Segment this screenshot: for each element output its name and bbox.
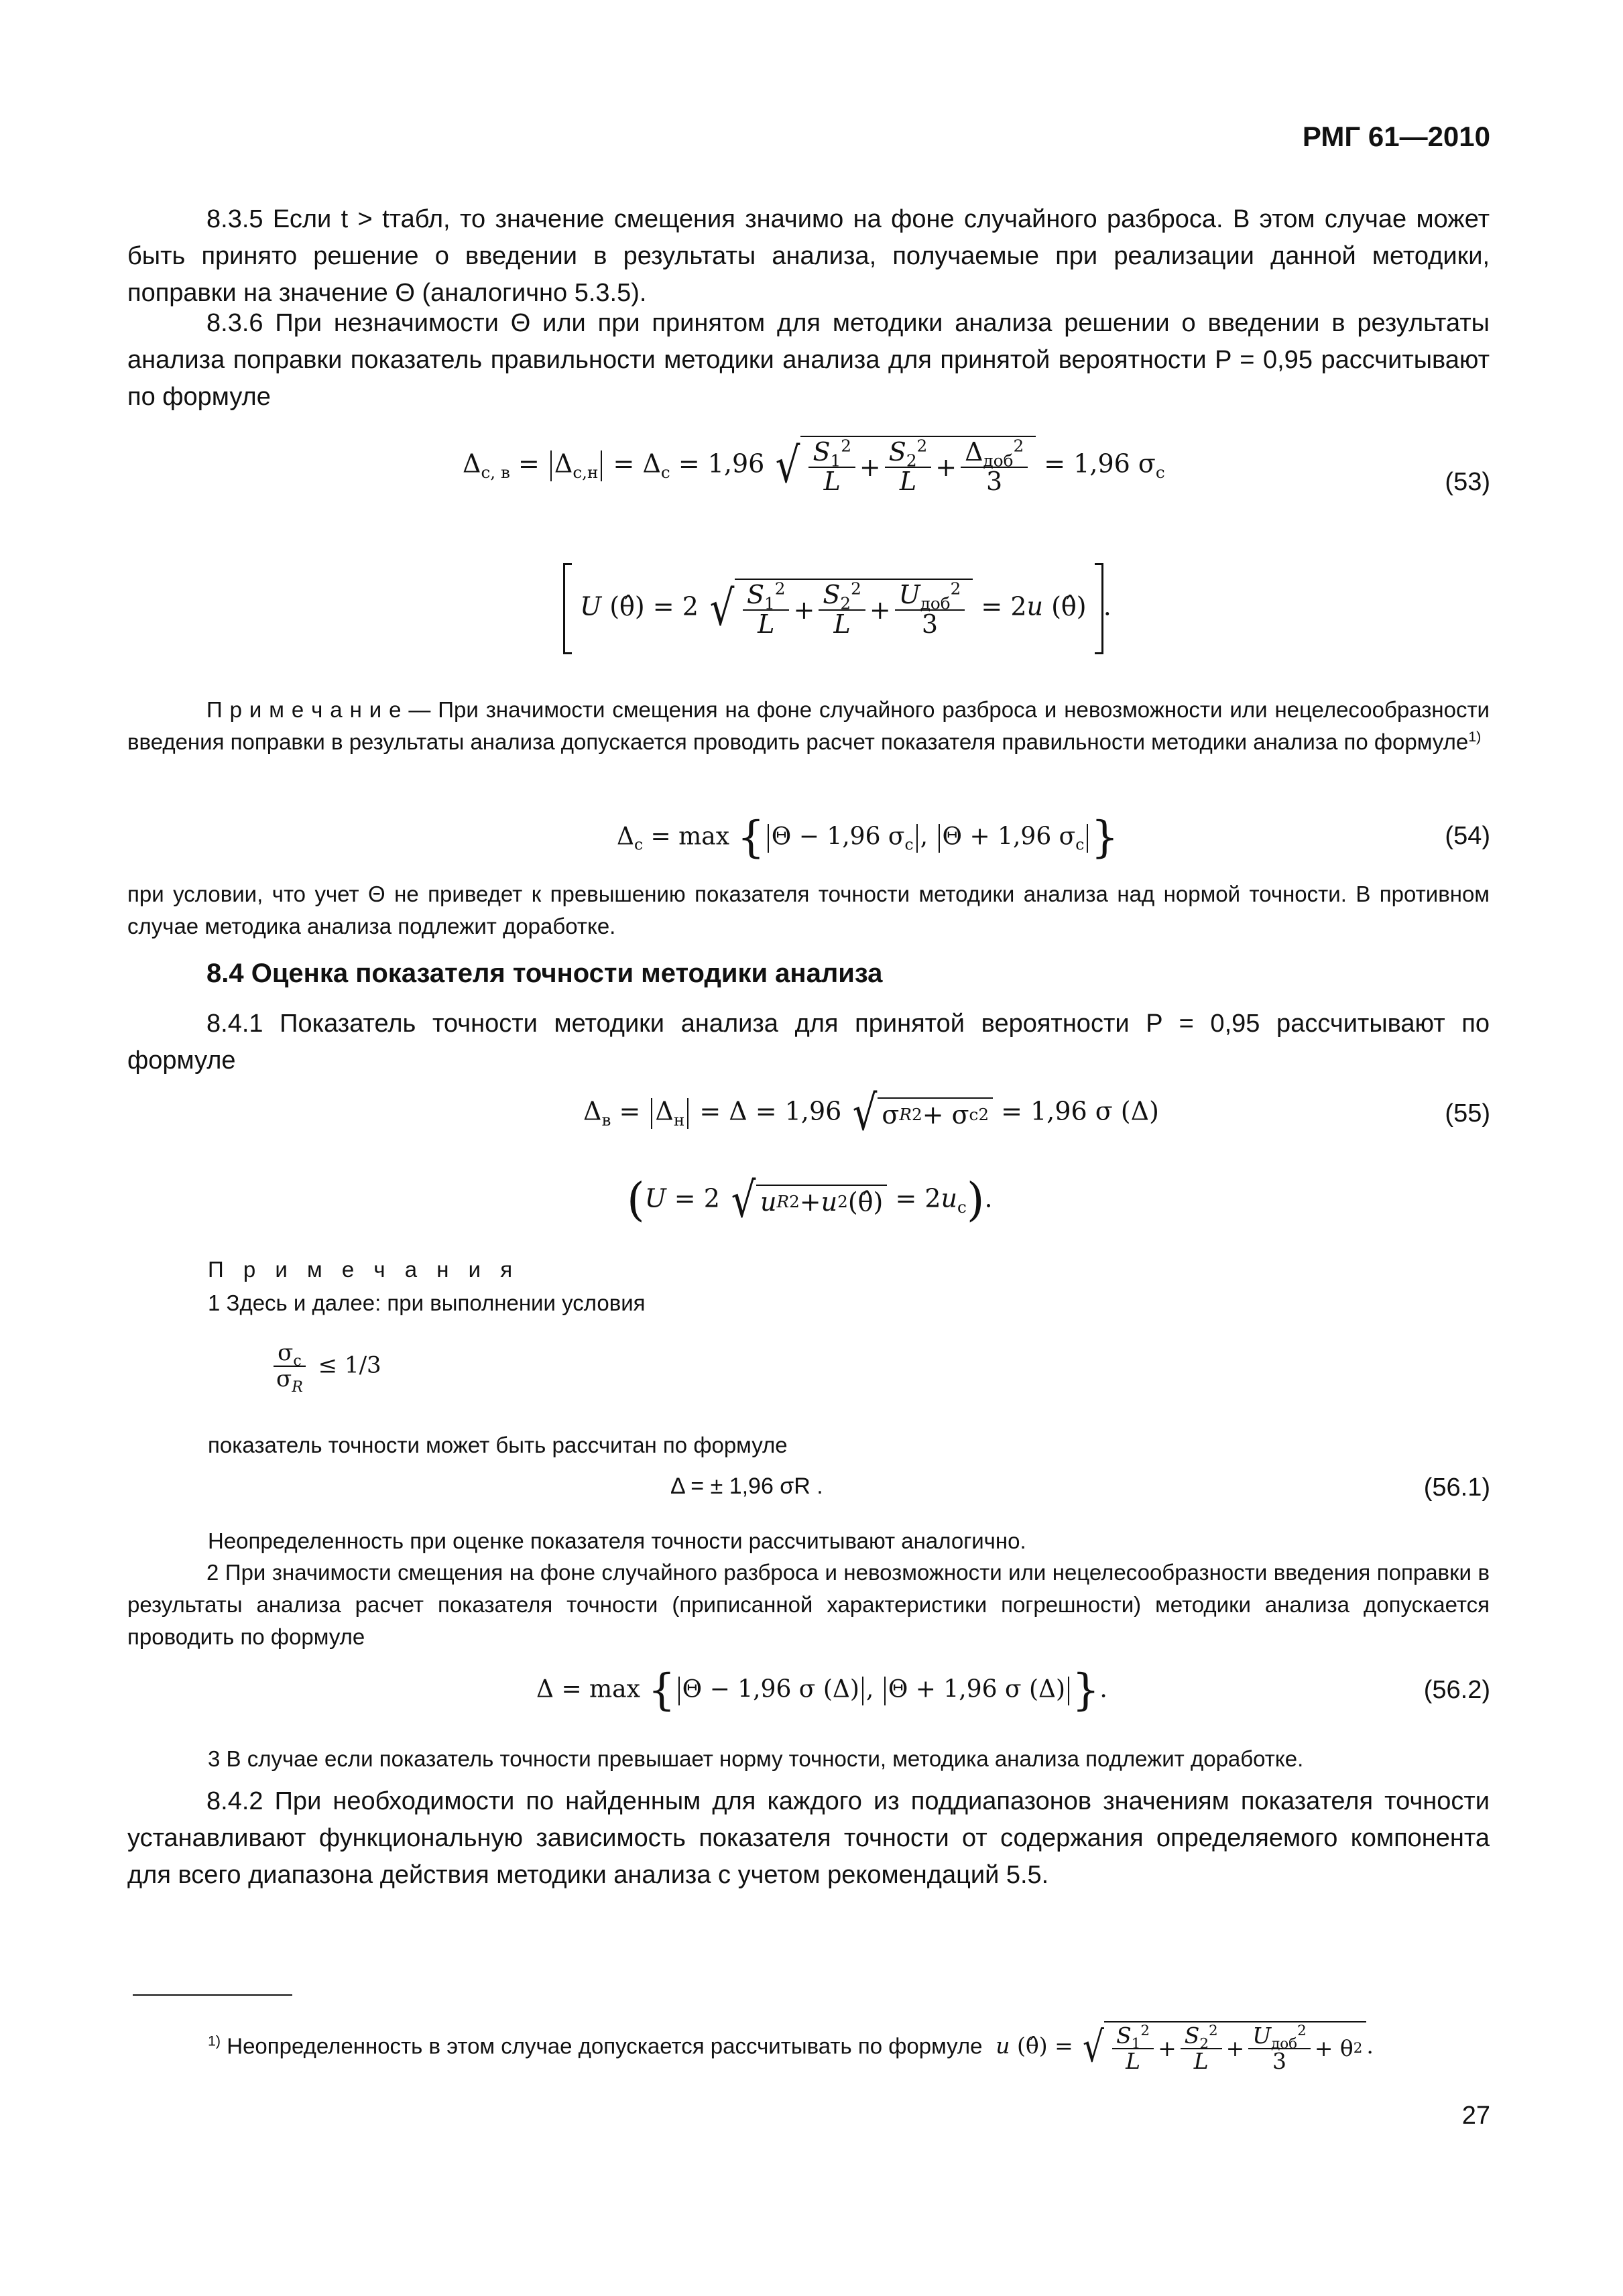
note-2: 2 При значимости смещения на фоне случайного разброса и невозможности или нецелесообразности введения поправки в результаты анализа расчет показателя точности (приписанной характеристики погрешности) методики анализа допускается проводить по формуле xyxy=(127,1560,1490,1649)
section-8-4-heading: 8.4 Оценка показателя точности методики анализа xyxy=(206,959,883,988)
formula-56-1: Δ = ± 1,96 σR . xyxy=(670,1473,823,1499)
note-1-continued: показатель точности может быть рассчитан по формуле xyxy=(208,1433,788,1457)
paragraph-condition: при условии, что учет Θ не приведет к превышению показателя точности методики анализа над нормой точности. В противном случае методика анализа подлежит доработке. xyxy=(127,882,1490,939)
paragraph-8-4-1: 8.4.1 Показатель точности методики анализа для принятой вероятности P = 0,95 рассчитывают по формуле xyxy=(127,1010,1490,1075)
page-number: 27 xyxy=(1461,2102,1490,2130)
footnote-formula: u (θ̂) = √ $\frac{S_1^2}{L}$ + $\frac{S_2^2}{L}$ + $\frac{U_{доб}^2}{3}$ + θ 2 . xyxy=(996,2022,1374,2075)
formula-55: $\Delta_в = \Delta_н = \Delta = 1,96$ √ σ R 2 + σ с 2 = 1,96 σ (Δ) xyxy=(583,1085,1159,1142)
equation-number-56-1: (56.1) xyxy=(1423,1473,1490,1502)
paragraph-8-4-2: 8.4.2 При необходимости по найденным для каждого из поддиапазонов значениям показателя точности устанавливают функциональную зависимость показателя точности от содержания определяемого компонента для всего диапазона действия методики анализа с учетом рекомендаций 5.5. xyxy=(127,1787,1490,1889)
condition-formula: $\frac{\sigma_с}{\sigma_R}$ ≤ 1/3 xyxy=(268,1341,381,1392)
notes-title: П р и м е ч а н и я xyxy=(208,1257,520,1282)
equation-number-55: (55) xyxy=(1445,1099,1490,1128)
note-1: 1 Здесь и далее: при выполнении условия xyxy=(208,1290,646,1315)
equation-number-56-2: (56.2) xyxy=(1423,1676,1490,1704)
formula-56-2: Δ = max { Θ − 1,96 σ (Δ) , Θ + 1,96 σ (Δ) }. xyxy=(536,1665,1107,1715)
paragraph-8-3-5: 8.3.5 Если t > tтабл, то значение смещения значимо на фоне случайного разброса. В этом случае может быть принято решение о введении в результаты анализа, получаемые при реализации данной методики, поправки на значение Θ (аналогично 5.3.5). xyxy=(127,205,1490,307)
paragraph-8-3-6: 8.3.6 При незначимости Θ или при принятом для методики анализа решении о введении в результаты анализа поправки показатель правильности методики анализа для принятой вероятности P = 0,95 рассчитывают по формуле xyxy=(127,309,1490,411)
formula-53-uncertainty: U (θ̂) = 2 √ $\frac{S_1^2}{L}$ + $\frac{S_2^2}{L}$ + $\frac{U_{доб}^2}{3}$ = 2u (θ̂) . xyxy=(563,563,1111,654)
equation-number-53: (53) xyxy=(1445,468,1490,496)
footnote-separator xyxy=(133,1994,292,1996)
condition-rhs: ≤ 1/3 xyxy=(318,1351,381,1379)
formula-54: $\Delta_с = \max$ { Θ − 1,96 $\sigma_с$ , Θ + 1,96 $\sigma_с$ } xyxy=(617,812,1119,863)
note-1-uncertainty: Неопределенность при оценке показателя точности рассчитывают аналогично. xyxy=(208,1528,1026,1553)
note-formula-54: П р и м е ч а н и е — При значимости смещения на фоне случайного разброса и невозможности или нецелесообразности введения поправки в результаты анализа допускается проводить расчет показателя правильности методики анализа по формуле$^{1)}$ xyxy=(127,697,1490,754)
formula-55-uncertainty: (U = 2 √ u R 2 + u 2 (θ̂) = $2u_с$). xyxy=(627,1172,993,1229)
footnote: $^{1)}$ Неопределенность в этом случае допускается рассчитывать по формуле u (θ̂) = √ $\frac{S_1^2}{L}$ + $\frac{S_2^2}{L}$ + $\frac{U_{доб}^2}{3}$ + θ 2 . xyxy=(208,2022,1374,2075)
formula-53: $\Delta_{с, в} = \Delta_{с,н} = \Delta_с = 1,96$ √ $\frac{S_1^2}{L}$ + $\frac{S_2^2}{L}$ + $\frac{\Delta_{доб}^2}{3}$ = 1,96 $\sigma_с$ xyxy=(463,436,1165,496)
doc-header-code: РМГ 61—2010 xyxy=(1302,121,1490,152)
equation-number-54: (54) xyxy=(1445,822,1490,850)
note-3: 3 В случае если показатель точности превышает норму точности, методика анализа подлежит доработке. xyxy=(208,1746,1304,1771)
